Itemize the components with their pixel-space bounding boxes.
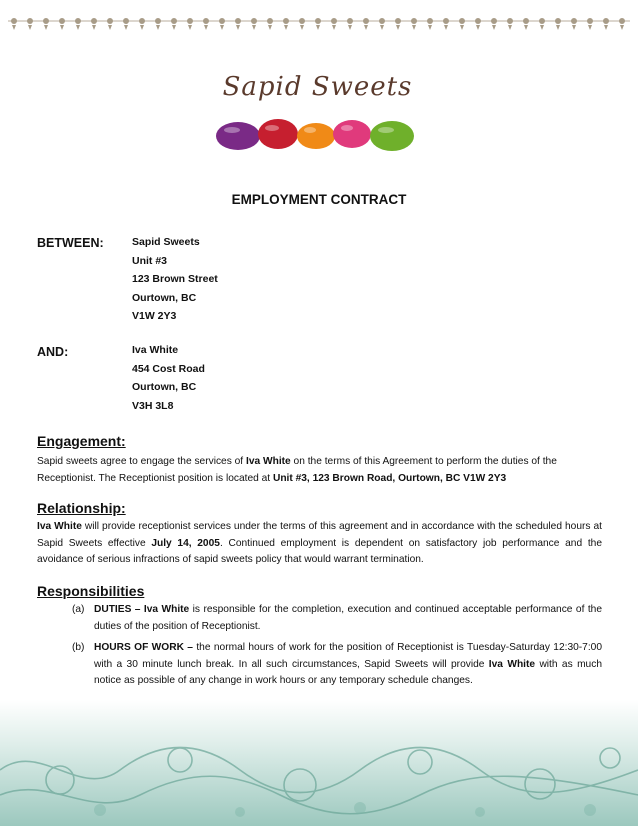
address-line: Ourtown, BC	[132, 381, 197, 393]
address-line: 123 Brown Street	[132, 273, 218, 285]
and-address	[132, 341, 205, 415]
address-line: Ourtown, BC	[132, 291, 197, 304]
address-line: Sapid Sweets	[132, 236, 200, 248]
relationship-heading: Relationship:	[37, 500, 126, 516]
and-label: AND:	[37, 345, 69, 359]
item-marker: (a)	[72, 604, 85, 615]
logo-text: Sapid Sweets	[222, 72, 413, 102]
company-logo	[210, 72, 425, 162]
relationship-paragraph: Iva White will provide receptionist services under the terms of this agreement and in accordance with the scheduled hours at Sapid Sweets effective July 14, 2005. Continued employment is dependent on satisfactory job performance and the avoidance of serious infractions of sapid sweets policy that would warrant termination.	[37, 521, 602, 565]
document-title: EMPLOYMENT CONTRACT	[231, 192, 407, 207]
address-line: 454 Cost Road	[132, 362, 205, 375]
bottom-decorative-band	[0, 700, 638, 826]
responsibility-item-hours: (b) HOURS OF WORK – the normal hours of work for the position of Receptionist is Tuesday-Saturday 12:30-7:00 with a 30 minute lunch break. In all such circumstances, Sapid Sweets will provide Iva White with as much notice as possible of any change in work hours or any temporary schedule changes.	[72, 642, 602, 686]
address-line: V1W 2Y3	[132, 310, 177, 322]
top-decorative-border	[0, 10, 638, 36]
engagement-paragraph: Sapid sweets agree to engage the services of Iva White on the terms of this Agreement to perform the duties of the Receptionist. The Receptionist position is located at Unit #3, 123 Brown Road, Ourtown, BC V1W 2Y3	[37, 456, 557, 484]
address-line: Iva White	[132, 344, 179, 356]
item-marker: (b)	[72, 642, 85, 653]
address-line: Unit #3	[132, 254, 168, 267]
engagement-heading: Engagement:	[37, 433, 126, 449]
address-line: V3H 3L8	[132, 399, 174, 412]
responsibility-item-duties: (a) DUTIES – Iva White is responsible for the completion, execution and continued acceptable performance of the duties of the position of Receptionist.	[72, 604, 602, 632]
jellybean-graphic	[210, 112, 425, 162]
between-label: BETWEEN:	[37, 236, 104, 250]
between-address	[132, 233, 218, 326]
responsibilities-heading: Responsibilities	[37, 583, 145, 599]
